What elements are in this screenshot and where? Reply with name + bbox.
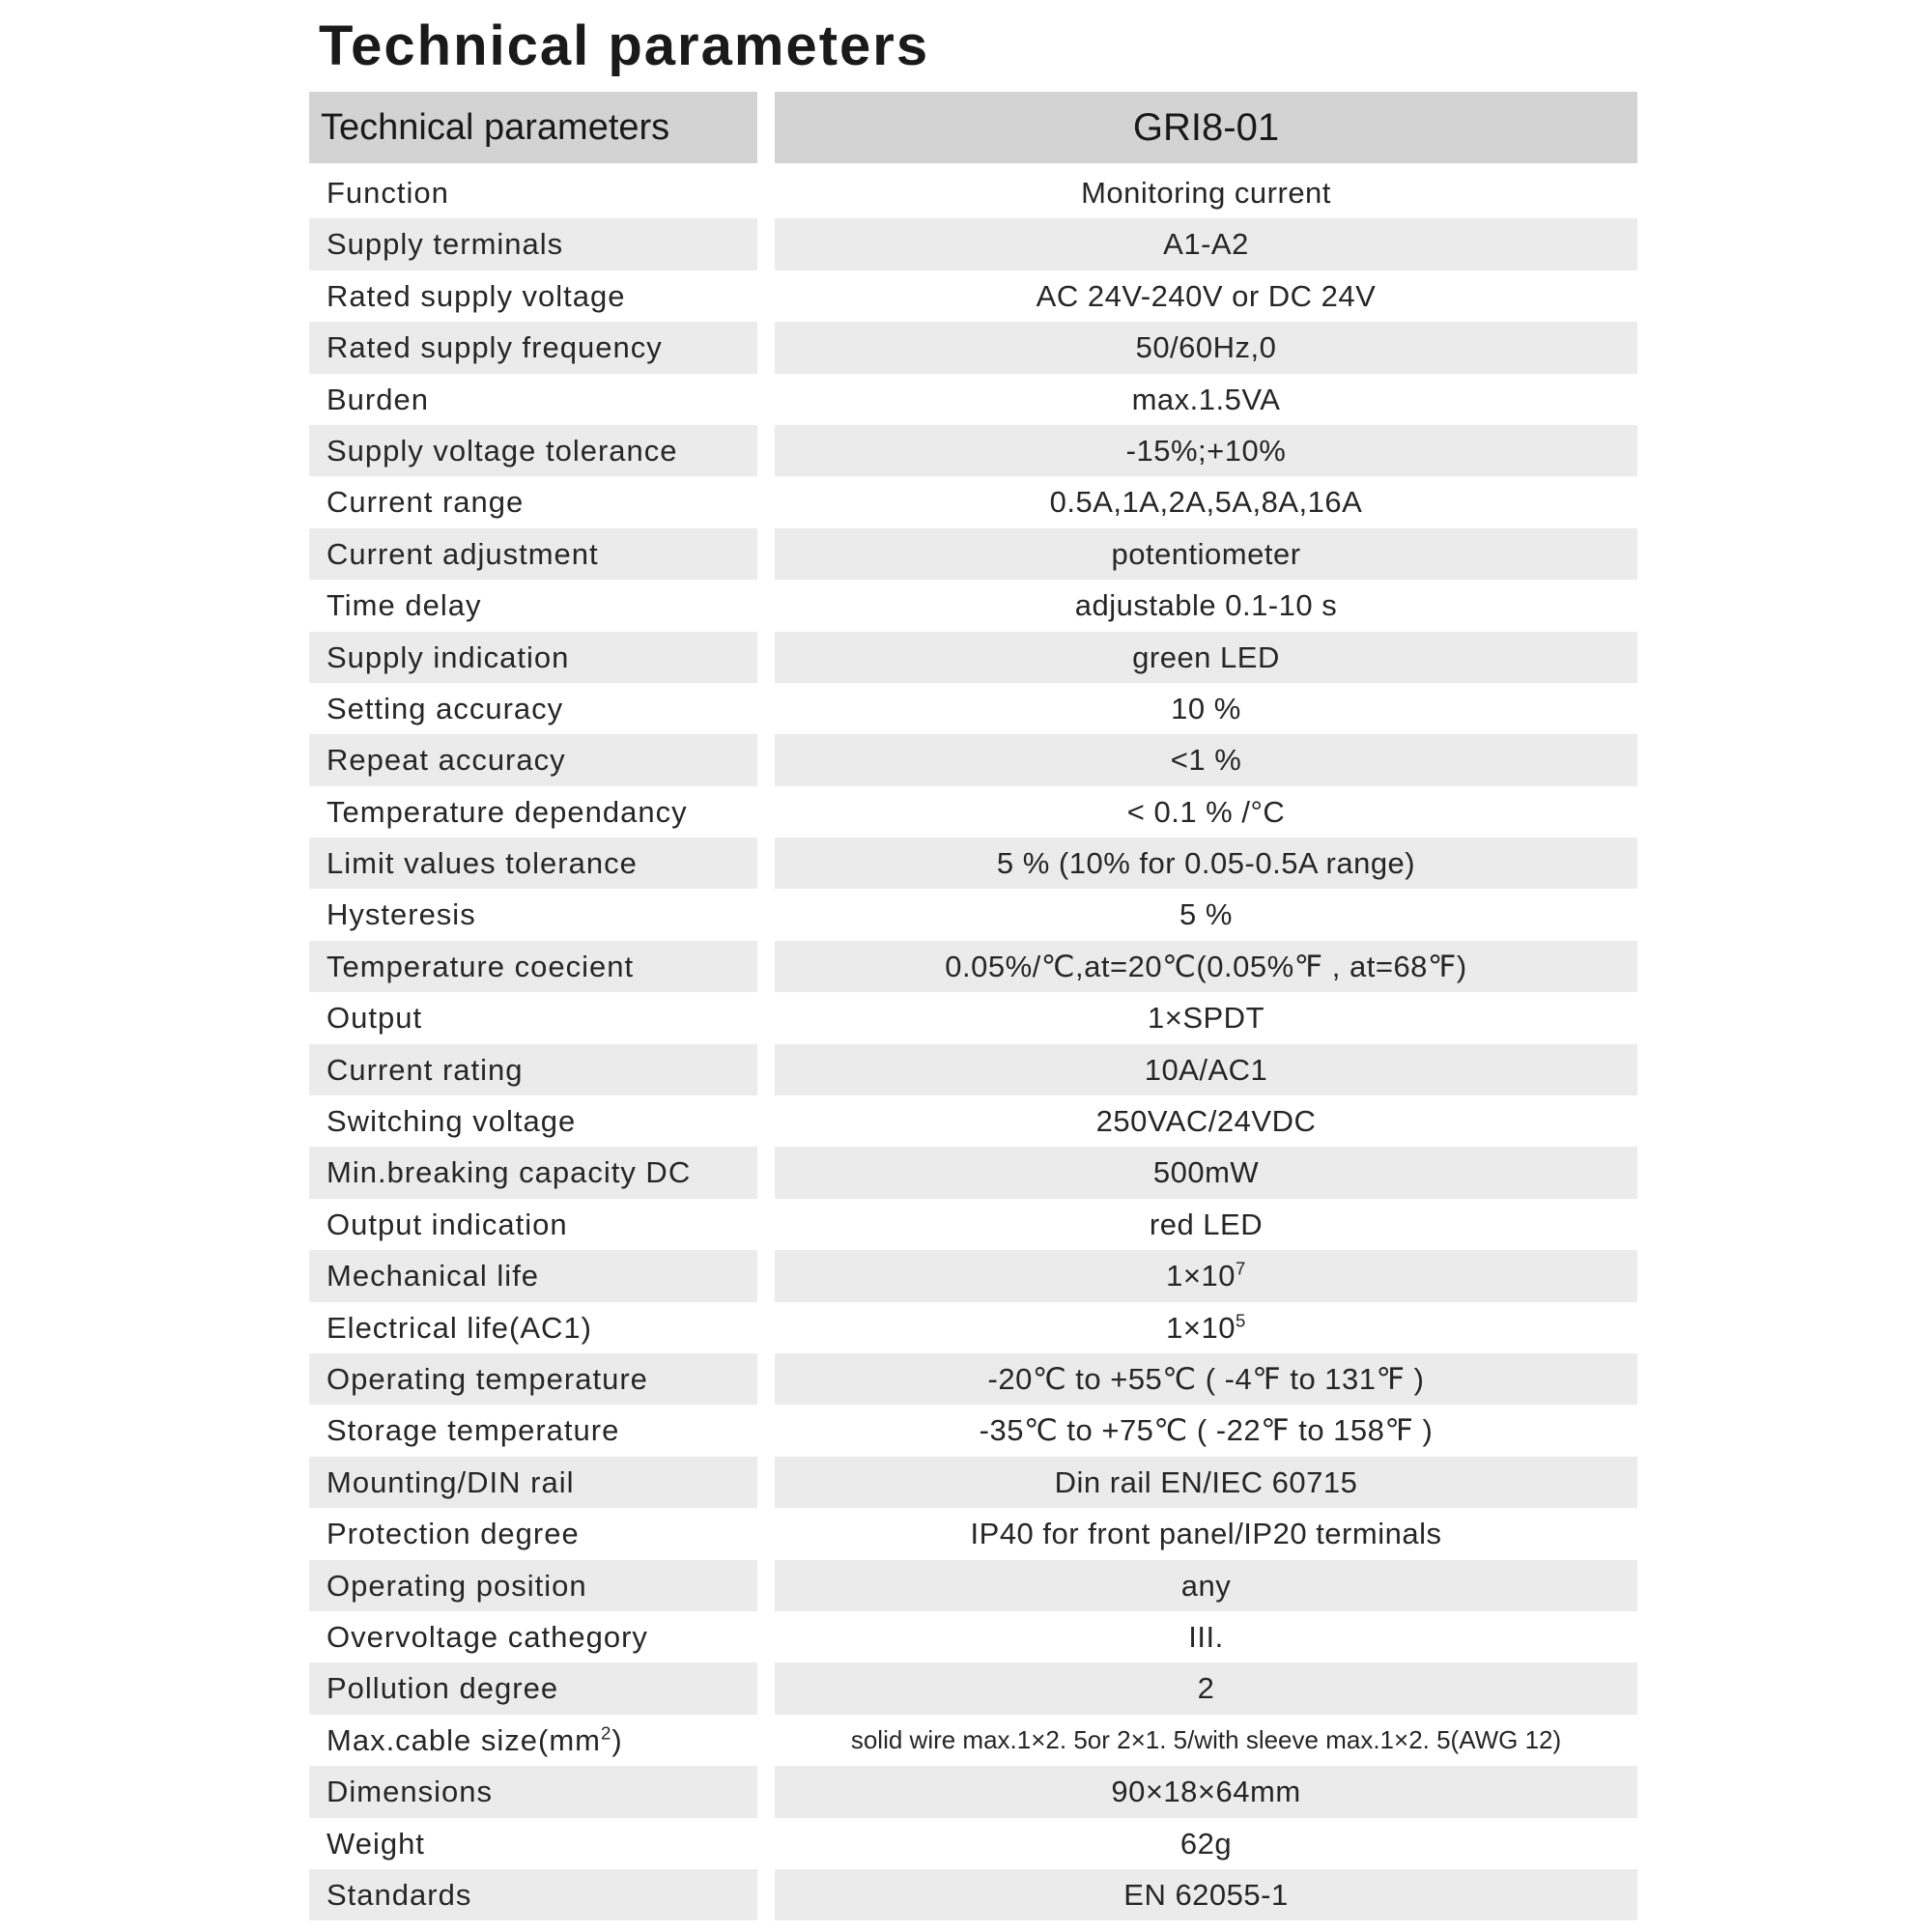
parameter-value-text: A1-A2 xyxy=(1163,227,1249,262)
parameter-name xyxy=(309,683,757,734)
parameter-name-text: Burden xyxy=(327,382,429,416)
parameter-name xyxy=(309,476,757,527)
parameter-name-text: Hysteresis xyxy=(327,897,476,932)
parameter-name-text: Weight xyxy=(327,1826,425,1861)
table-row xyxy=(309,167,1637,218)
parameter-value-text: 10 % xyxy=(1171,691,1241,725)
table-row xyxy=(309,528,1637,580)
parameter-name-text: Dimensions xyxy=(327,1775,493,1809)
table-row xyxy=(309,1147,1637,1198)
parameter-name-text: Temperature coecient xyxy=(327,949,635,983)
parameter-name-text: Current range xyxy=(327,485,525,520)
parameter-value-text: -20℃ to +55℃ ( -4℉ to 131℉ ) xyxy=(987,1361,1425,1396)
parameter-name-text: Min.breaking capacity DC xyxy=(327,1155,692,1190)
parameter-value xyxy=(775,1199,1637,1250)
parameter-name-text: Mounting/DIN rail xyxy=(327,1464,575,1499)
parameter-value xyxy=(775,1405,1637,1456)
parameter-value xyxy=(775,1662,1637,1714)
parameter-value xyxy=(775,580,1637,631)
parameter-name-text: Supply voltage tolerance xyxy=(327,433,678,468)
parameter-name xyxy=(309,1044,757,1095)
parameter-value xyxy=(775,632,1637,683)
table-row xyxy=(309,683,1637,734)
table-row xyxy=(309,322,1637,373)
header-parameter-label: Technical parameters xyxy=(309,92,757,163)
parameter-value xyxy=(775,1611,1637,1662)
parameter-name xyxy=(309,1560,757,1611)
parameter-value xyxy=(775,1147,1637,1198)
parameter-value xyxy=(775,1095,1637,1147)
parameter-name xyxy=(309,1662,757,1714)
parameter-name xyxy=(309,1611,757,1662)
parameter-name-text: Supply terminals xyxy=(327,227,564,262)
parameter-value-text: 10A/AC1 xyxy=(1144,1052,1268,1087)
parameter-name-text: Standards xyxy=(327,1877,472,1912)
parameter-name xyxy=(309,1147,757,1198)
table-row xyxy=(309,1611,1637,1662)
parameter-value xyxy=(775,374,1637,425)
table-row xyxy=(309,838,1637,889)
parameter-name-text: Max.cable size(mm xyxy=(327,1722,601,1757)
parameter-value xyxy=(775,322,1637,373)
table-row xyxy=(309,425,1637,476)
parameter-name xyxy=(309,889,757,940)
table-row xyxy=(309,1508,1637,1559)
table-row xyxy=(309,1560,1637,1611)
parameter-name xyxy=(309,1199,757,1250)
table-row xyxy=(309,734,1637,785)
parameter-name-text: Setting accuracy xyxy=(327,691,564,725)
table-row xyxy=(309,1766,1637,1817)
parameter-name-text: Current rating xyxy=(327,1052,524,1087)
parameter-value-text: 5 % (10% for 0.05-0.5A range) xyxy=(996,846,1416,881)
spec-table xyxy=(309,92,1637,1920)
parameter-value-text: < 0.1 % /°C xyxy=(1126,794,1286,829)
parameter-value xyxy=(775,734,1637,785)
parameter-name xyxy=(309,941,757,992)
parameter-value-text: 1×10 xyxy=(1166,1259,1236,1293)
parameter-name-text: Output xyxy=(327,1001,423,1036)
parameter-value-text: IP40 for front panel/IP20 terminals xyxy=(970,1517,1442,1551)
parameter-value xyxy=(775,1353,1637,1405)
parameter-name xyxy=(309,374,757,425)
parameter-name xyxy=(309,1302,757,1353)
table-row xyxy=(309,786,1637,838)
parameter-value xyxy=(775,992,1637,1043)
parameter-value xyxy=(775,889,1637,940)
parameter-value-text: potentiometer xyxy=(1111,536,1301,571)
parameter-name-text: Rated supply voltage xyxy=(327,278,626,313)
parameter-name-text: Storage temperature xyxy=(327,1413,620,1448)
parameter-name-text: Limit values tolerance xyxy=(327,846,638,881)
parameter-value-text: 50/60Hz,0 xyxy=(1135,330,1277,365)
parameter-name xyxy=(309,1766,757,1817)
parameter-name xyxy=(309,632,757,683)
parameter-name xyxy=(309,1353,757,1405)
table-row xyxy=(309,476,1637,527)
table-row xyxy=(309,1353,1637,1405)
parameter-value xyxy=(775,270,1637,322)
parameter-value-text: 62g xyxy=(1179,1826,1233,1861)
parameter-name xyxy=(309,786,757,838)
parameter-value xyxy=(775,1715,1637,1766)
table-row xyxy=(309,1095,1637,1147)
parameter-value-text: 250VAC/24VDC xyxy=(1095,1104,1317,1139)
value-superscript: 5 xyxy=(1235,1310,1246,1331)
parameter-name xyxy=(309,1818,757,1869)
parameter-value-text: max.1.5VA xyxy=(1131,382,1281,416)
parameter-name xyxy=(309,1250,757,1301)
parameter-value-text: 90×18×64mm xyxy=(1111,1775,1301,1809)
parameter-value-text: 1×SPDT xyxy=(1147,1001,1265,1036)
table-row xyxy=(309,218,1637,270)
page-title: Technical parameters xyxy=(319,14,930,77)
parameter-name-text: Repeat accuracy xyxy=(327,743,566,778)
parameter-name-text: Overvoltage cathegory xyxy=(327,1619,648,1654)
parameter-name xyxy=(309,1715,757,1766)
parameter-value xyxy=(775,167,1637,218)
table-row xyxy=(309,374,1637,425)
parameter-value xyxy=(775,1302,1637,1353)
parameter-name-text: Operating position xyxy=(327,1568,587,1603)
parameter-value-text: -35℃ to +75℃ ( -22℉ to 158℉ ) xyxy=(979,1413,1434,1448)
table-row xyxy=(309,1869,1637,1920)
table-row xyxy=(309,1302,1637,1353)
parameter-name xyxy=(309,1457,757,1508)
parameter-name-text: Mechanical life xyxy=(327,1259,540,1293)
parameter-name xyxy=(309,580,757,631)
parameter-name-text: Temperature dependancy xyxy=(327,794,688,829)
parameter-value-text: III. xyxy=(1188,1619,1224,1654)
parameter-name xyxy=(309,218,757,270)
parameter-value-text: Monitoring current xyxy=(1081,176,1331,210)
parameter-value xyxy=(775,1457,1637,1508)
parameter-value-text: 5 % xyxy=(1179,897,1233,932)
table-header xyxy=(309,92,1637,163)
table-row xyxy=(309,1818,1637,1869)
parameter-name xyxy=(309,167,757,218)
parameter-value xyxy=(775,476,1637,527)
parameter-value xyxy=(775,218,1637,270)
parameter-name xyxy=(309,1405,757,1456)
parameter-value-text: any xyxy=(1180,1568,1232,1603)
parameter-value-text: adjustable 0.1-10 s xyxy=(1074,588,1338,623)
table-row xyxy=(309,1715,1637,1766)
parameter-value xyxy=(775,1869,1637,1920)
parameter-value xyxy=(775,1766,1637,1817)
header-model-label: GRI8-01 xyxy=(775,92,1637,163)
parameter-value xyxy=(775,1250,1637,1301)
parameter-name xyxy=(309,1869,757,1920)
table-row xyxy=(309,1044,1637,1095)
parameter-name xyxy=(309,992,757,1043)
parameter-name xyxy=(309,425,757,476)
parameter-value-text: -15%;+10% xyxy=(1125,433,1287,468)
parameter-value-text: Din rail EN/IEC 60715 xyxy=(1054,1464,1358,1499)
parameter-name xyxy=(309,1095,757,1147)
parameter-value xyxy=(775,425,1637,476)
parameter-value xyxy=(775,683,1637,734)
table-row xyxy=(309,1250,1637,1301)
parameter-name-tail: ) xyxy=(611,1722,623,1757)
parameter-name-text: Time delay xyxy=(327,588,482,623)
value-superscript: 7 xyxy=(1235,1258,1246,1279)
table-row xyxy=(309,1662,1637,1714)
parameter-name xyxy=(309,270,757,322)
table-row xyxy=(309,270,1637,322)
parameter-value-text: 0.05%/℃,at=20℃(0.05%℉ , at=68℉) xyxy=(945,949,1467,983)
parameter-value-text: green LED xyxy=(1132,639,1280,674)
parameter-value xyxy=(775,786,1637,838)
parameter-value-text: 1×10 xyxy=(1166,1310,1236,1345)
parameter-value xyxy=(775,838,1637,889)
table-row xyxy=(309,889,1637,940)
parameter-value xyxy=(775,528,1637,580)
parameter-name-text: Switching voltage xyxy=(327,1104,577,1139)
parameter-value-text: 2 xyxy=(1197,1671,1215,1706)
parameter-value-text: AC 24V-240V or DC 24V xyxy=(1036,278,1377,313)
parameter-name-text: Function xyxy=(327,176,449,210)
parameter-name xyxy=(309,838,757,889)
parameter-value-text: solid wire max.1×2. 5or 2×1. 5/with sleeve max.1×2. 5(AWG 12) xyxy=(850,1724,1562,1754)
table-body xyxy=(309,167,1637,1920)
parameter-value xyxy=(775,1508,1637,1559)
parameter-value xyxy=(775,1818,1637,1869)
parameter-value xyxy=(775,941,1637,992)
table-row xyxy=(309,1405,1637,1456)
table-row xyxy=(309,1457,1637,1508)
parameter-name-text: Pollution degree xyxy=(327,1671,559,1706)
parameter-name-text: Output indication xyxy=(327,1207,568,1241)
parameter-name xyxy=(309,528,757,580)
parameter-value xyxy=(775,1044,1637,1095)
parameter-name xyxy=(309,734,757,785)
table-row xyxy=(309,941,1637,992)
parameter-value-text: EN 62055-1 xyxy=(1123,1877,1289,1912)
parameter-value xyxy=(775,1560,1637,1611)
parameter-value-text: red LED xyxy=(1149,1207,1264,1241)
parameter-name-text: Rated supply frequency xyxy=(327,330,663,365)
parameter-name-text: Electrical life(AC1) xyxy=(327,1310,592,1345)
parameter-value-text: 0.5A,1A,2A,5A,8A,16A xyxy=(1049,485,1363,520)
table-row xyxy=(309,1199,1637,1250)
parameter-name xyxy=(309,322,757,373)
table-row xyxy=(309,580,1637,631)
parameter-value-text: <1 % xyxy=(1170,743,1242,778)
parameter-name-text: Protection degree xyxy=(327,1517,580,1551)
parameter-name-text: Operating temperature xyxy=(327,1361,648,1396)
parameter-value-text: 500mW xyxy=(1152,1155,1260,1190)
table-row xyxy=(309,632,1637,683)
parameter-name-text: Current adjustment xyxy=(327,536,599,571)
parameter-name-text: Supply indication xyxy=(327,639,570,674)
table-row xyxy=(309,992,1637,1043)
parameter-name xyxy=(309,1508,757,1559)
parameter-superscript: 2 xyxy=(601,1722,612,1744)
